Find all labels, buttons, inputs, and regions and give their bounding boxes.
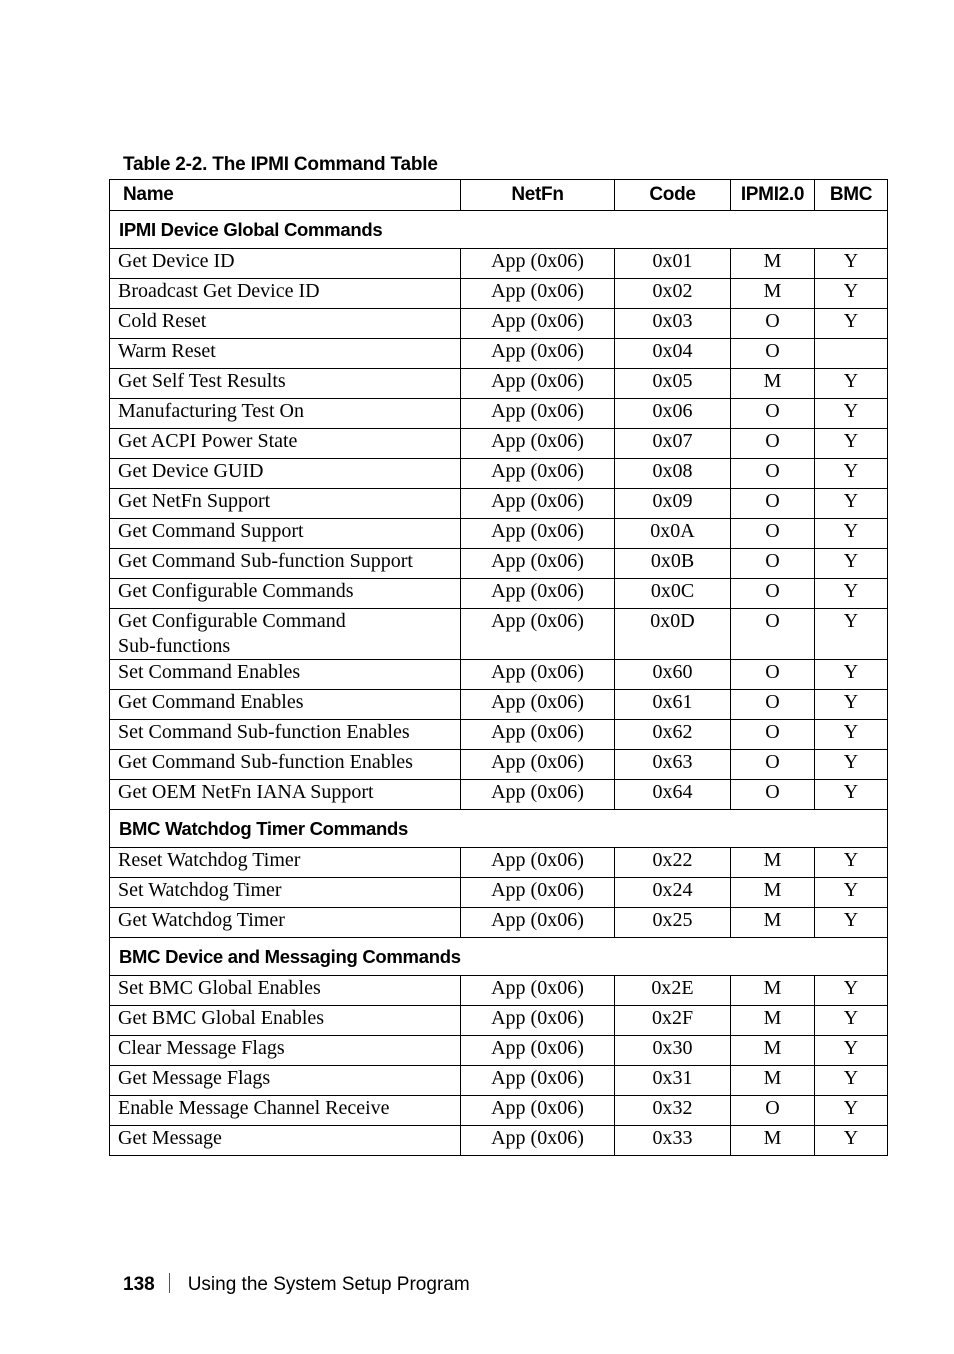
cell-code: 0x33 <box>615 1126 731 1156</box>
table-row <box>110 309 888 339</box>
table-row <box>110 459 888 489</box>
cell-name: Warm Reset <box>110 339 461 369</box>
cell-code: 0x24 <box>615 878 731 908</box>
cell-code: 0x0A <box>615 519 731 549</box>
table-row <box>110 369 888 399</box>
cell-netfn: App (0x06) <box>461 1066 615 1096</box>
cell-ipmi: M <box>731 1066 815 1096</box>
cell-bmc: Y <box>815 908 888 938</box>
cell-code: 0x0B <box>615 549 731 579</box>
cell-ipmi: O <box>731 1096 815 1126</box>
cell-netfn: App (0x06) <box>461 369 615 399</box>
cell-name: Get Configurable Commands <box>110 579 461 609</box>
cell-name: Manufacturing Test On <box>110 399 461 429</box>
header-name: Name <box>110 180 461 211</box>
cell-netfn: App (0x06) <box>461 279 615 309</box>
cell-ipmi: M <box>731 1126 815 1156</box>
cell-bmc: Y <box>815 549 888 579</box>
cell-code: 0x03 <box>615 309 731 339</box>
cell-code: 0x2E <box>615 976 731 1006</box>
cell-bmc: Y <box>815 249 888 279</box>
cell-netfn: App (0x06) <box>461 690 615 720</box>
cell-code: 0x0C <box>615 579 731 609</box>
cell-bmc: Y <box>815 780 888 810</box>
cell-netfn: App (0x06) <box>461 1096 615 1126</box>
cell-ipmi: O <box>731 399 815 429</box>
cell-name: Get ACPI Power State <box>110 429 461 459</box>
cell-bmc: Y <box>815 489 888 519</box>
cell-netfn: App (0x06) <box>461 309 615 339</box>
footer-divider <box>169 1273 170 1293</box>
cell-code: 0x32 <box>615 1096 731 1126</box>
cell-ipmi: O <box>731 339 815 369</box>
cell-name: Clear Message Flags <box>110 1036 461 1066</box>
cell-name: Get Device ID <box>110 249 461 279</box>
table-row <box>110 429 888 459</box>
cell-bmc: Y <box>815 1036 888 1066</box>
table-row <box>110 399 888 429</box>
cell-netfn: App (0x06) <box>461 249 615 279</box>
section-title: BMC Device and Messaging Commands <box>110 938 888 976</box>
cell-ipmi: O <box>731 660 815 690</box>
section-header-row <box>110 810 888 848</box>
cell-ipmi: M <box>731 1036 815 1066</box>
cell-bmc: Y <box>815 848 888 878</box>
cell-name: Cold Reset <box>110 309 461 339</box>
ipmi-command-table <box>109 179 888 1156</box>
table-row <box>110 609 888 660</box>
cell-code: 0x22 <box>615 848 731 878</box>
cell-name: Get Message Flags <box>110 1066 461 1096</box>
cell-ipmi: O <box>731 429 815 459</box>
header-netfn: NetFn <box>461 180 615 211</box>
page-number: 138 <box>123 1274 155 1295</box>
cell-ipmi: O <box>731 459 815 489</box>
cell-ipmi: O <box>731 549 815 579</box>
cell-ipmi: M <box>731 908 815 938</box>
cell-code: 0x08 <box>615 459 731 489</box>
cell-code: 0x30 <box>615 1036 731 1066</box>
cell-ipmi: O <box>731 489 815 519</box>
header-code: Code <box>615 180 731 211</box>
cell-netfn: App (0x06) <box>461 549 615 579</box>
cell-netfn: App (0x06) <box>461 976 615 1006</box>
cell-name: Set Watchdog Timer <box>110 878 461 908</box>
cell-netfn: App (0x06) <box>461 1036 615 1066</box>
cell-code: 0x01 <box>615 249 731 279</box>
table-row <box>110 976 888 1006</box>
table-body <box>110 211 888 1156</box>
cell-netfn: App (0x06) <box>461 908 615 938</box>
cell-bmc <box>815 339 888 369</box>
cell-name: Get Configurable Command Sub-functions <box>110 609 461 660</box>
cell-code: 0x62 <box>615 720 731 750</box>
cell-bmc: Y <box>815 690 888 720</box>
cell-name: Get Message <box>110 1126 461 1156</box>
table-row <box>110 339 888 369</box>
cell-bmc: Y <box>815 1126 888 1156</box>
cell-code: 0x05 <box>615 369 731 399</box>
table-row <box>110 878 888 908</box>
table-row <box>110 1066 888 1096</box>
cell-netfn: App (0x06) <box>461 848 615 878</box>
cell-name: Get BMC Global Enables <box>110 1006 461 1036</box>
cell-code: 0x61 <box>615 690 731 720</box>
cell-bmc: Y <box>815 519 888 549</box>
cell-ipmi: O <box>731 579 815 609</box>
cell-netfn: App (0x06) <box>461 459 615 489</box>
cell-ipmi: M <box>731 976 815 1006</box>
cell-name: Set BMC Global Enables <box>110 976 461 1006</box>
cell-bmc: Y <box>815 279 888 309</box>
cell-netfn: App (0x06) <box>461 399 615 429</box>
cell-ipmi: M <box>731 369 815 399</box>
cell-bmc: Y <box>815 579 888 609</box>
cell-name: Set Command Enables <box>110 660 461 690</box>
cell-code: 0x04 <box>615 339 731 369</box>
section-header-row <box>110 938 888 976</box>
cell-name: Get Device GUID <box>110 459 461 489</box>
cell-code: 0x02 <box>615 279 731 309</box>
cell-code: 0x06 <box>615 399 731 429</box>
table-caption: Table 2-2. The IPMI Command Table <box>123 154 438 175</box>
table-row <box>110 780 888 810</box>
table-row <box>110 750 888 780</box>
cell-bmc: Y <box>815 750 888 780</box>
cell-netfn: App (0x06) <box>461 579 615 609</box>
cell-bmc: Y <box>815 309 888 339</box>
table-row <box>110 848 888 878</box>
cell-ipmi: M <box>731 249 815 279</box>
cell-ipmi: O <box>731 780 815 810</box>
cell-name: Get Command Support <box>110 519 461 549</box>
cell-name: Get NetFn Support <box>110 489 461 519</box>
cell-name: Get Command Enables <box>110 690 461 720</box>
table-row <box>110 1096 888 1126</box>
cell-netfn: App (0x06) <box>461 660 615 690</box>
cell-bmc: Y <box>815 660 888 690</box>
cell-bmc: Y <box>815 369 888 399</box>
cell-name: Enable Message Channel Receive <box>110 1096 461 1126</box>
cell-name: Get Command Sub-function Enables <box>110 750 461 780</box>
table-row <box>110 1036 888 1066</box>
cell-bmc: Y <box>815 399 888 429</box>
cell-ipmi: O <box>731 720 815 750</box>
table-row <box>110 1126 888 1156</box>
cell-netfn: App (0x06) <box>461 489 615 519</box>
cell-name: Set Command Sub-function Enables <box>110 720 461 750</box>
cell-name: Broadcast Get Device ID <box>110 279 461 309</box>
cell-netfn: App (0x06) <box>461 878 615 908</box>
cell-bmc: Y <box>815 459 888 489</box>
cell-code: 0x09 <box>615 489 731 519</box>
table-row <box>110 720 888 750</box>
cell-name: Get Self Test Results <box>110 369 461 399</box>
cell-ipmi: M <box>731 878 815 908</box>
cell-code: 0x63 <box>615 750 731 780</box>
cell-netfn: App (0x06) <box>461 780 615 810</box>
table-row <box>110 660 888 690</box>
section-title: IPMI Device Global Commands <box>110 211 888 249</box>
cell-name: Reset Watchdog Timer <box>110 848 461 878</box>
cell-netfn: App (0x06) <box>461 609 615 660</box>
cell-code: 0x60 <box>615 660 731 690</box>
table-row <box>110 279 888 309</box>
cell-code: 0x31 <box>615 1066 731 1096</box>
cell-netfn: App (0x06) <box>461 1006 615 1036</box>
cell-code: 0x07 <box>615 429 731 459</box>
cell-name: Get Watchdog Timer <box>110 908 461 938</box>
cell-ipmi: O <box>731 690 815 720</box>
table-row <box>110 690 888 720</box>
cell-bmc: Y <box>815 720 888 750</box>
cell-bmc: Y <box>815 976 888 1006</box>
cell-netfn: App (0x06) <box>461 750 615 780</box>
cell-ipmi: O <box>731 609 815 660</box>
cell-code: 0x2F <box>615 1006 731 1036</box>
cell-netfn: App (0x06) <box>461 720 615 750</box>
table-row <box>110 908 888 938</box>
footer-section-title: Using the System Setup Program <box>187 1274 470 1295</box>
page-footer <box>123 1273 470 1296</box>
header-ipmi: IPMI2.0 <box>731 180 815 211</box>
cell-name: Get Command Sub-function Support <box>110 549 461 579</box>
cell-code: 0x25 <box>615 908 731 938</box>
cell-ipmi: M <box>731 1006 815 1036</box>
cell-ipmi: O <box>731 750 815 780</box>
header-bmc: BMC <box>815 180 888 211</box>
cell-ipmi: M <box>731 848 815 878</box>
cell-bmc: Y <box>815 429 888 459</box>
table-row <box>110 249 888 279</box>
table-row <box>110 1006 888 1036</box>
cell-bmc: Y <box>815 878 888 908</box>
cell-netfn: App (0x06) <box>461 519 615 549</box>
cell-code: 0x64 <box>615 780 731 810</box>
table-row <box>110 549 888 579</box>
section-title: BMC Watchdog Timer Commands <box>110 810 888 848</box>
cell-bmc: Y <box>815 609 888 660</box>
cell-code: 0x0D <box>615 609 731 660</box>
cell-ipmi: M <box>731 279 815 309</box>
cell-ipmi: O <box>731 309 815 339</box>
cell-bmc: Y <box>815 1006 888 1036</box>
cell-bmc: Y <box>815 1096 888 1126</box>
cell-netfn: App (0x06) <box>461 339 615 369</box>
cell-netfn: App (0x06) <box>461 429 615 459</box>
cell-bmc: Y <box>815 1066 888 1096</box>
cell-ipmi: O <box>731 519 815 549</box>
table-row <box>110 489 888 519</box>
section-header-row <box>110 211 888 249</box>
cell-netfn: App (0x06) <box>461 1126 615 1156</box>
header-row <box>110 180 888 211</box>
table-row <box>110 519 888 549</box>
cell-name: Get OEM NetFn IANA Support <box>110 780 461 810</box>
table-row <box>110 579 888 609</box>
